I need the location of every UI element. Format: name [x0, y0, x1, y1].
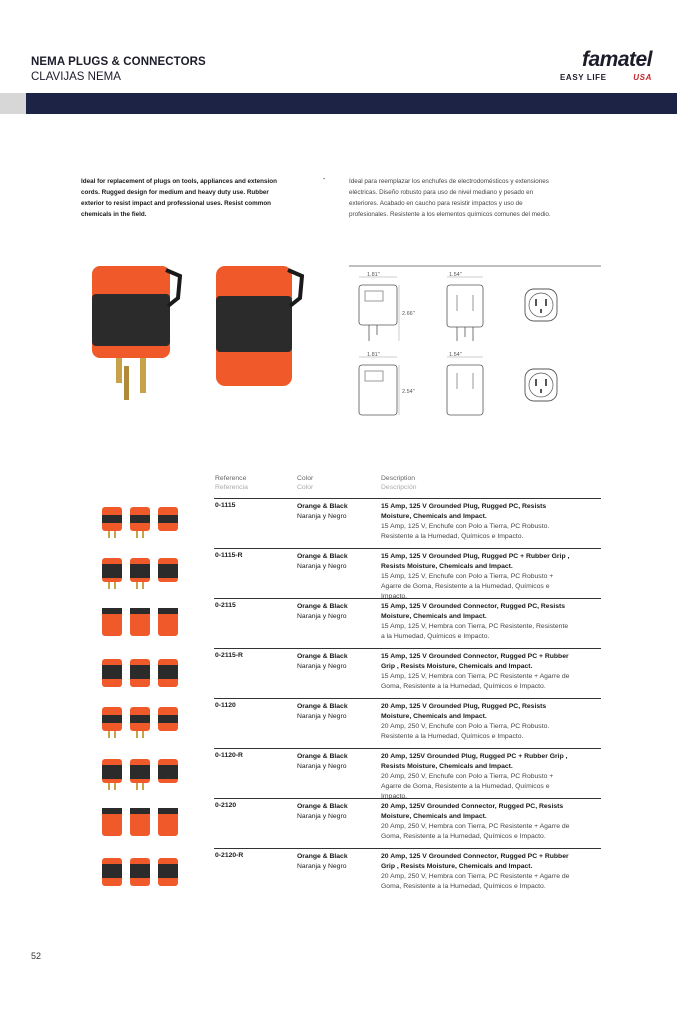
row-desc-es: 20 Amp, 250 V, Enchufe con Polo a Tierra, PC Robusto + Agarre de Goma, Resistente a la Humedad, Químicos e Impacto.	[381, 773, 554, 800]
row-color-es: Naranja y Negro	[297, 513, 347, 520]
dim-conn-width: 1.81"	[367, 352, 380, 358]
row-color-en: Orange & Black	[297, 853, 348, 860]
product-thumbnail	[100, 606, 182, 640]
row-description	[381, 802, 571, 842]
product-thumbnail	[100, 856, 182, 890]
table-row	[214, 648, 601, 698]
row-description	[381, 752, 571, 802]
row-color-es: Naranja y Negro	[297, 713, 347, 720]
col-header-color-es: Color	[297, 484, 314, 491]
product-thumbnail	[100, 705, 182, 739]
row-color	[297, 802, 348, 822]
col-header-reference-en: Reference	[215, 475, 247, 482]
row-desc-en: 20 Amp, 125 V Grounded Plug, Rugged PC, Resists Moisture, Chemicals and Impact.	[381, 703, 547, 720]
row-desc-en: 15 Amp, 125 V Grounded Connector, Rugged PC + Rubber Grip , Resists Moisture, Chemicals and Impact.	[381, 653, 569, 670]
row-desc-es: 20 Amp, 250 V, Hembra con Tierra, PC Resistente + Agarre de Goma, Resistente a la Humedad, Químicos e Impacto.	[381, 823, 570, 840]
row-description	[381, 552, 571, 602]
row-description	[381, 652, 571, 692]
row-reference: 0-1120	[215, 702, 236, 709]
row-color-es: Naranja y Negro	[297, 763, 347, 770]
row-desc-en: 15 Amp, 125 V Grounded Plug, Rugged PC + Rubber Grip , Resists Moisture, Chemicals and Impact.	[381, 553, 570, 570]
row-reference: 0-2115	[215, 602, 236, 609]
dim-conn-depth: 1.54"	[449, 352, 462, 358]
row-desc-en: 20 Amp, 125 V Grounded Connector, Rugged PC + Rubber Grip , Resists Moisture, Chemicals and Impact.	[381, 853, 569, 870]
plug-prong-left	[116, 357, 122, 383]
intro-english: Ideal for replacement of plugs on tools, appliances and extension cords. Rugged design for medium and heavy duty use. Rubber exterior to resist impact and professional uses. Resist common chemicals in the field.	[81, 178, 277, 218]
col-header-color	[297, 474, 313, 492]
intro-spanish: Ideal para reemplazar los enchufes de electrodomésticos y extensiones eléctricas. Diseño robusto para uso de nivel mediano y pesado en exteriores. Acabado en caucho para resistir impactos y uso de profesionales. Resistente a los elementos químicos comunes del medio.	[349, 178, 551, 218]
col-header-color-en: Color	[297, 475, 314, 482]
row-desc-es: 15 Amp, 125 V, Hembra con Tierra, PC Resistente + Agarre de Goma, Resistente a la Humedad, Químicos e Impacto.	[381, 673, 570, 690]
dim-plug-width: 1.81"	[367, 272, 380, 278]
row-desc-es: 15 Amp, 125 V, Enchufe con Polo a Tierra, PC Robusto. Resistente a la Humedad, Químicos e Impacto.	[381, 523, 550, 540]
plug-photo	[88, 262, 188, 410]
row-desc-en: 20 Amp, 125V Grounded Plug, Rugged PC + Rubber Grip , Resists Moisture, Chemicals and Impact.	[381, 753, 568, 770]
brand-logo	[560, 48, 652, 82]
page-subtitle: CLAVIJAS NEMA	[31, 71, 121, 83]
row-color-es: Naranja y Negro	[297, 813, 347, 820]
col-header-description	[381, 474, 417, 492]
row-color-es: Naranja y Negro	[297, 563, 347, 570]
row-color	[297, 502, 348, 522]
page-title: NEMA PLUGS & CONNECTORS	[31, 56, 206, 68]
row-desc-en: 15 Amp, 125 V Grounded Plug, Rugged PC, Resists Moisture, Chemicals and Impact.	[381, 503, 547, 520]
row-reference: 0-1115-R	[215, 552, 243, 559]
plug-prong-ground	[124, 366, 129, 400]
row-color-en: Orange & Black	[297, 653, 348, 660]
intro-divider-dash: -	[323, 176, 326, 183]
row-color	[297, 602, 348, 622]
row-color-en: Orange & Black	[297, 703, 348, 710]
row-desc-es: 15 Amp, 125 V, Enchufe con Polo a Tierra, PC Robusto + Agarre de Goma, Resistente a la Humedad, Químicos e Impacto.	[381, 573, 554, 600]
product-thumbnail	[100, 806, 182, 840]
row-desc-en: 20 Amp, 125V Grounded Connector, Rugged PC, Resists Moisture, Chemicals and Impact.	[381, 803, 564, 820]
product-thumbnail	[100, 505, 182, 539]
col-header-reference-es: Referencia	[215, 484, 248, 491]
row-desc-es: 20 Amp, 250 V, Enchufe con Polo a Tierra, PC Robusto. Resistente a la Humedad, Químicos e Impacto.	[381, 723, 550, 740]
row-reference: 0-1120-R	[215, 752, 243, 759]
brand-name: famatel	[581, 48, 652, 71]
row-reference: 0-2115-R	[215, 652, 243, 659]
row-desc-es: 15 Amp, 125 V, Hembra con Tierra, PC Resistente, Resistente a la Humedad, Químicos e Impacto.	[381, 623, 569, 640]
table-row	[214, 698, 601, 748]
row-color	[297, 652, 348, 672]
page-number: 52	[31, 951, 42, 961]
dim-conn-height: 2.54"	[402, 389, 415, 395]
row-description	[381, 602, 571, 642]
product-thumbnail	[100, 757, 182, 791]
table-row	[214, 498, 601, 548]
row-color	[297, 852, 348, 872]
row-color	[297, 752, 348, 772]
table-row	[214, 748, 601, 798]
dimension-lines	[349, 265, 601, 430]
row-color-en: Orange & Black	[297, 503, 348, 510]
row-description	[381, 502, 571, 542]
col-header-reference	[215, 474, 248, 492]
table-row	[214, 598, 601, 648]
connector-photo	[212, 262, 308, 392]
row-color	[297, 702, 348, 722]
row-color-es: Naranja y Negro	[297, 613, 347, 620]
row-color-es: Naranja y Negro	[297, 863, 347, 870]
table-row	[214, 798, 601, 848]
header-band	[0, 93, 677, 114]
row-color-en: Orange & Black	[297, 753, 348, 760]
row-desc-en: 15 Amp, 125 V Grounded Connector, Rugged PC, Resists Moisture, Chemicals and Impact.	[381, 603, 566, 620]
col-header-description-es: Descripción	[381, 484, 417, 491]
brand-usa: USA	[633, 73, 652, 82]
col-header-description-en: Description	[381, 475, 415, 482]
row-color	[297, 552, 348, 572]
row-color-es: Naranja y Negro	[297, 663, 347, 670]
row-color-en: Orange & Black	[297, 803, 348, 810]
plug-prong-right	[140, 357, 146, 393]
row-reference: 0-2120	[215, 802, 237, 809]
table-row	[214, 548, 601, 598]
dimension-drawings	[349, 265, 601, 430]
product-thumbnail	[100, 556, 182, 590]
product-thumbnail	[100, 657, 182, 691]
brand-tagline-row	[560, 73, 652, 82]
row-description	[381, 702, 571, 742]
brand-tagline: EASY LIFE	[560, 73, 607, 82]
row-desc-es: 20 Amp, 250 V, Hembra con Tierra, PC Resistente + Agarre de Goma, Resistente a la Humedad, Químicos e Impacto.	[381, 873, 570, 890]
table-row	[214, 848, 601, 898]
row-description	[381, 852, 571, 892]
row-reference: 0-2120-R	[215, 852, 244, 859]
dim-plug-height: 2.66"	[402, 311, 415, 317]
row-reference: 0-1115	[215, 502, 236, 509]
plug-grip	[92, 294, 170, 346]
row-color-en: Orange & Black	[297, 603, 348, 610]
dim-plug-depth: 1.54"	[449, 272, 462, 278]
row-color-en: Orange & Black	[297, 553, 348, 560]
header-band-accent	[0, 93, 26, 114]
connector-grip	[216, 296, 292, 352]
